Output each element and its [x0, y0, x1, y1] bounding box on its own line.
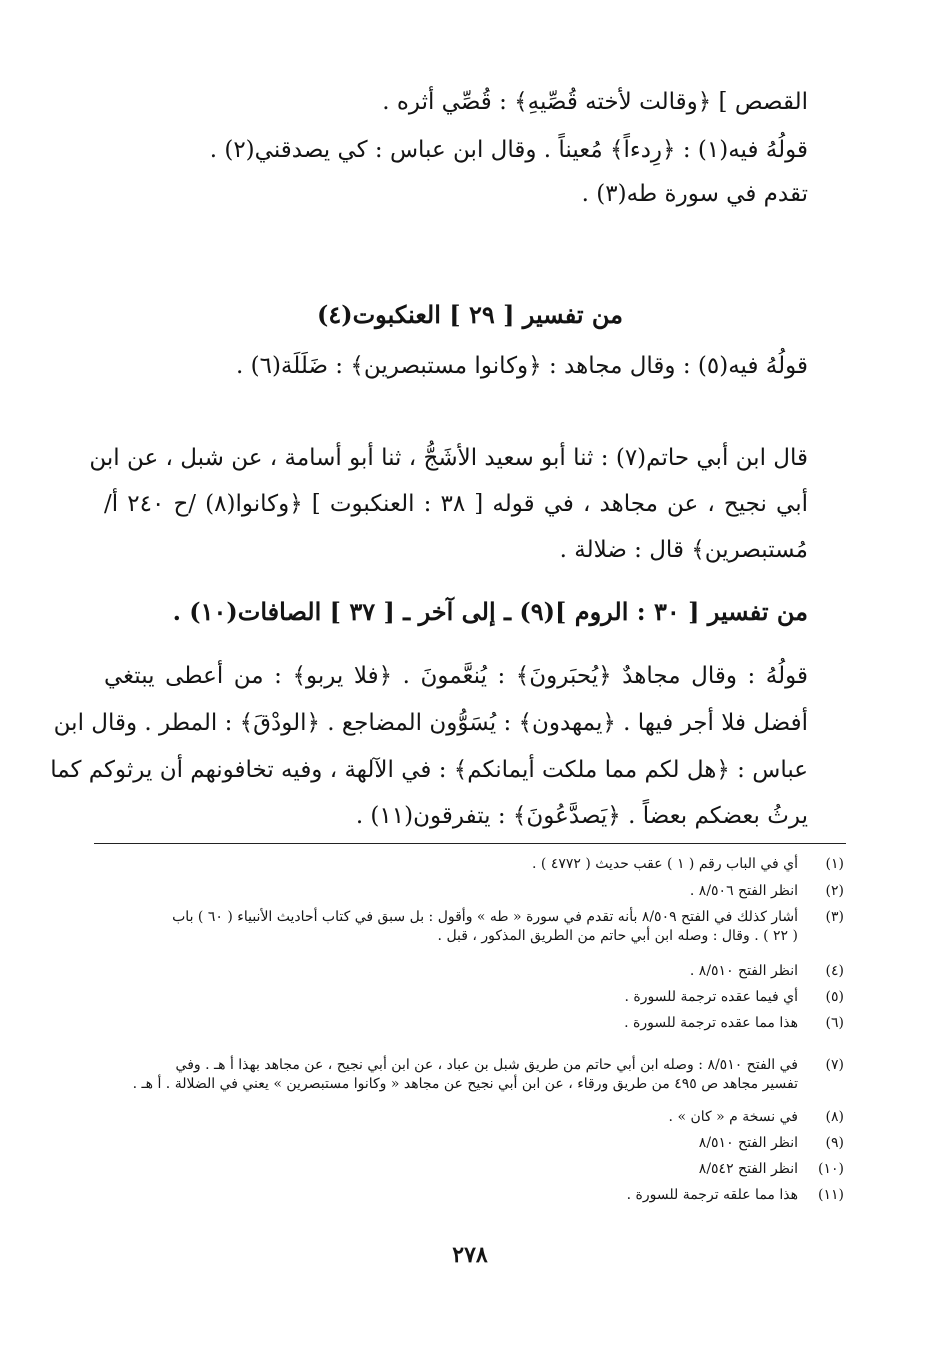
- text-line: تقدم في سورة طه(٣) .: [581, 181, 808, 207]
- text-line: قال ابن أبي حاتم(٧) : ثنا أبو سعيد الأشَجُّ ، ثنا أبو أسامة ، عن شبل ، عن ابن: [89, 445, 808, 471]
- text-line: أفضل فلا أجر فيها . ﴿يمهدون﴾ : يُسَوُّون المضاجع . ﴿الودْقَ﴾ : المطر . وقال ابن: [53, 710, 808, 736]
- footnote: [104, 962, 844, 981]
- footnote: [104, 1134, 844, 1153]
- footnote-text: هذا مما عقده ترجمة للسورة .: [624, 1015, 798, 1031]
- footnote-text: انظر الفتح ٨/٥١٠: [698, 1135, 798, 1151]
- footnote-text: أي فيما عقده ترجمة للسورة .: [624, 989, 798, 1005]
- footnote: [104, 1014, 844, 1033]
- footnote-number: (٢): [825, 883, 844, 899]
- footnote-number: (٩): [825, 1135, 844, 1151]
- footnote-number: (٦): [825, 1015, 844, 1031]
- footnote: [104, 908, 844, 946]
- footnote-number: (٧): [825, 1057, 844, 1073]
- text-line: يرثُ بعضكم بعضاً . ﴿يَصدَّعُونَ﴾ : يتفرقون(١١) .: [355, 803, 808, 829]
- text-line: عباس : ﴿هل لكم مما ملكت أيمانكم﴾ : في الآلهة ، وفيه تخافونهم أن يرثوكم كما: [50, 757, 808, 783]
- text-line: قولُهُ فيه(١) : ﴿رِدءاً﴾ مُعيناً . وقال ابن عباس : كي يصدقني(٢) .: [209, 137, 808, 163]
- footnote: [104, 882, 844, 901]
- footnote-continuation: تفسير مجاهد ص ٤٩٥ من طريق ورقاء ، عن ابن أبي نجيح عن مجاهد « وكانوا مستبصرين » يعني في الضلالة . أ هـ .: [132, 1075, 798, 1092]
- footnote-number: (٨): [825, 1109, 844, 1125]
- footnote-text: في نسخة م « كان » .: [668, 1109, 798, 1125]
- section-heading: من تفسير [ ٢٩ ] العنكبوت(٤): [316, 300, 623, 329]
- text-line: قولُهُ : وقال مجاهدٌ ﴿يُحبَرونَ﴾ : يُنعَّمونَ . ﴿فلا يربو﴾ : من أعطى يبتغي: [104, 663, 808, 689]
- footnote-continuation: ( ٢٢ ) . وقال : وصله ابن أبي حاتم من الطريق المذكور ، قبل .: [437, 927, 798, 944]
- footnote-number: (٥): [825, 989, 844, 1005]
- footnote: [104, 855, 844, 874]
- footnote-text: هذا مما علقه ترجمة للسورة .: [626, 1187, 798, 1203]
- text-line: أبي نجيح ، عن مجاهد ، في قوله [ ٣٨ : العنكبوت ] ﴿وكانوا(٨) /ح ٢٤٠ أ/: [104, 491, 809, 517]
- footnote-divider: [94, 843, 846, 844]
- footnote: [104, 1160, 844, 1179]
- text-line: مُستبصرين﴾ قال : ضلالة .: [559, 537, 808, 563]
- footnote-text: انظر الفتح ٨/٥٤٢: [698, 1161, 798, 1177]
- footnote-text: في الفتح ٨/٥١٠ : وصله ابن أبي حاتم من طريق شبل بن عباد ، عن ابن أبي نجيح ، عن مجاهد بهذا أ هـ . وفي: [175, 1057, 798, 1073]
- text-line: قولُهُ فيه(٥) : وقال مجاهد : ﴿وكانوا مستبصرين﴾ : ضَلَلَة(٦) .: [235, 353, 808, 379]
- footnote-number: (٤): [825, 963, 844, 979]
- page-number: ٢٧٨: [452, 1242, 488, 1268]
- footnote-text: انظر الفتح ٨/٥٠٦ .: [689, 883, 798, 899]
- footnote: [104, 1056, 844, 1094]
- footnote-text: أي في الباب رقم ( ١ ) عقب حديث ( ٤٧٧٢ ) .: [532, 856, 798, 872]
- footnote-number: (١): [825, 856, 844, 872]
- section-heading: من تفسير [ ٣٠ : الروم ](٩) ـ إلى آخر ـ [ ٣٧ ] الصافات(١٠) .: [172, 597, 808, 626]
- footnote-number: (١١): [818, 1187, 844, 1203]
- footnote-text: انظر الفتح ٨/٥١٠ .: [689, 963, 798, 979]
- footnote-number: (١٠): [818, 1161, 844, 1177]
- text-line: القصص ] ﴿وقالت لأخته قُصِّيهِ﴾ : قُصِّي أثره .: [382, 89, 808, 115]
- footnote: [104, 988, 844, 1007]
- footnote-number: (٣): [825, 909, 844, 925]
- footnote: [104, 1186, 844, 1205]
- footnote-text: أشار كذلك في الفتح ٨/٥٠٩ بأنه تقدم في سورة « طه » وأقول : بل سبق في كتاب أحاديث الأنبياء ( ٦٠ ) باب: [172, 909, 798, 925]
- footnote: [104, 1108, 844, 1127]
